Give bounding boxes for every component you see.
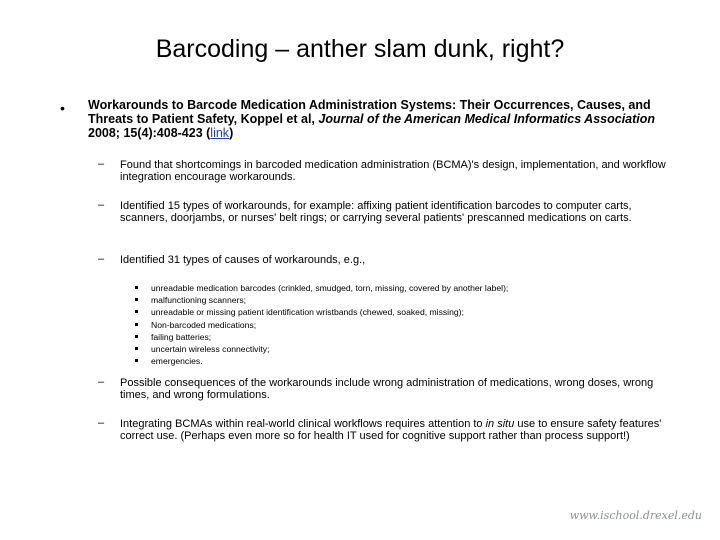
square-bullet-icon: [135, 298, 138, 301]
citation-close: ): [229, 126, 234, 140]
main-point: [88, 98, 668, 140]
list-item: unreadable medication barcodes (crinkled, smudged, torn, missing, covered by another label);: [135, 282, 508, 294]
subpoint-consequences: Possible consequences of the workarounds include wrong administration of medications, wrong doses, wrong times, and wrong formulations.: [120, 377, 654, 401]
list-item: malfunctioning scanners;: [135, 294, 508, 306]
article-link[interactable]: link: [210, 126, 230, 140]
square-bullet-icon: [135, 286, 138, 289]
bullet-marker: •: [60, 100, 65, 116]
subpoint-workaround-types: Identified 15 types of workarounds, for example: affixing patient identification barcodes to computer carts, scanners, doorjambs, or nurses' belt rings; or carrying several patients' prescanned medications on carts.: [120, 200, 632, 224]
dash-marker: –: [98, 253, 105, 265]
subpoint-shortcomings: Found that shortcomings in barcoded medication administration (BCMA)'s design, implementation, and workflow integration encourage workarounds.: [120, 159, 666, 183]
square-bullet-icon: [135, 310, 138, 313]
square-bullet-icon: [135, 323, 138, 326]
dash-marker: –: [98, 376, 105, 388]
list-item: uncertain wireless connectivity;: [135, 343, 508, 355]
square-bullet-icon: [135, 347, 138, 350]
list-item: Non-barcoded medications;: [135, 319, 508, 331]
list-item: failing batteries;: [135, 331, 508, 343]
journal-name: Journal of the American Medical Informatics Association: [318, 112, 656, 126]
citation-text: 2008; 15(4):408-423 (: [88, 126, 211, 140]
subpoint-integration: Integrating BCMAs within real-world clinical workflows requires attention to in situ use to ensure safety features' correct use. (Perhaps even more so for health IT used for cognitive support rather than process support!): [120, 418, 662, 442]
square-bullet-icon: [135, 359, 138, 362]
square-bullet-icon: [135, 335, 138, 338]
list-item: unreadable or missing patient identification wristbands (chewed, soaked, missing);: [135, 306, 508, 318]
footer-url: www.ischool.drexel.edu: [569, 509, 702, 522]
dash-marker: –: [98, 199, 105, 211]
slide-title: Barcoding – anther slam dunk, right?: [155, 35, 565, 63]
dash-marker: –: [98, 158, 105, 170]
dash-marker: –: [98, 417, 105, 429]
main-point-text: Workarounds to Barcode Medication Administration Systems: Their Occurrences, Causes, and Threats to Patient Safety, Koppel et al,: [88, 98, 651, 126]
causes-list: [135, 282, 508, 367]
subpoint-cause-types: Identified 31 types of causes of workarounds, e.g.,: [120, 254, 366, 266]
list-item: emergencies.: [135, 355, 508, 367]
